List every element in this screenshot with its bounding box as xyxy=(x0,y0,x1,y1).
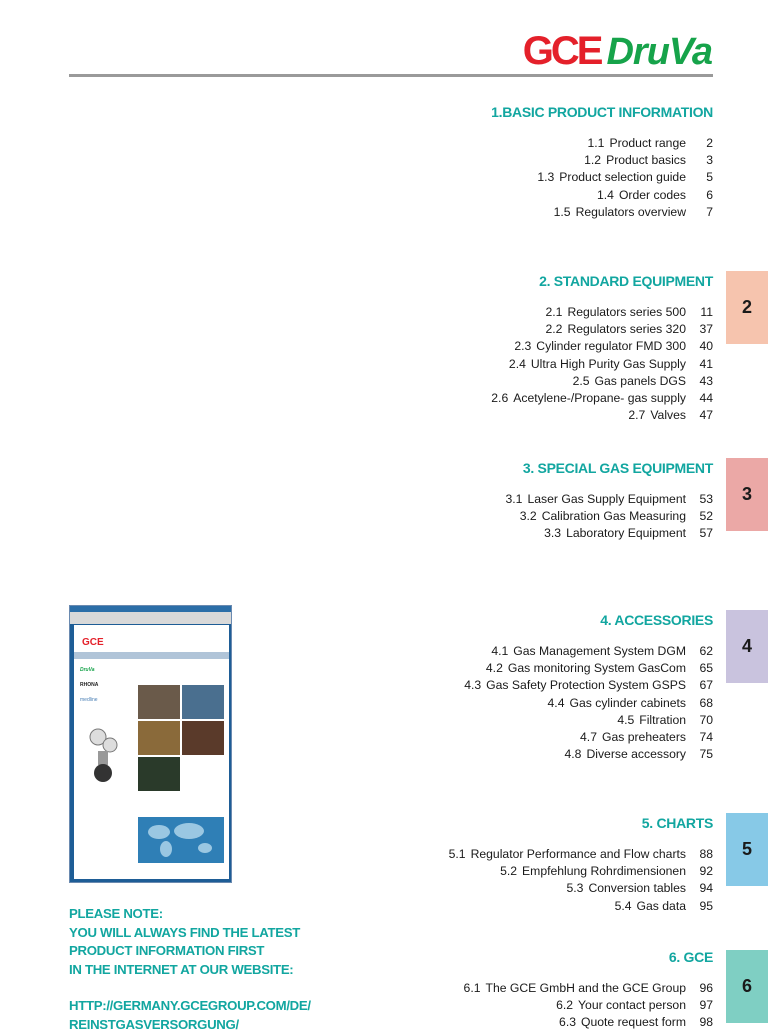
toc-label: Diverse accessory xyxy=(586,746,686,763)
toc-page: 95 xyxy=(686,898,713,915)
toc-number: 4.8 xyxy=(564,746,581,763)
toc-page: 6 xyxy=(686,187,713,204)
world-map xyxy=(138,817,224,863)
toc-entry[interactable] xyxy=(253,508,713,525)
section-title: 1.BASIC PRODUCT INFORMATION xyxy=(253,103,713,121)
toc-label: Your contact person xyxy=(578,997,686,1014)
toc-section-3 xyxy=(253,459,713,543)
toc-number: 3.2 xyxy=(520,508,537,525)
toc-entry[interactable] xyxy=(253,863,713,880)
toc-entry[interactable] xyxy=(253,187,713,204)
website-nav xyxy=(74,652,229,659)
toc-entry[interactable] xyxy=(253,677,713,694)
toc-label: Conversion tables xyxy=(588,880,686,897)
chapter-tab-2[interactable] xyxy=(726,271,768,344)
toc-entry[interactable] xyxy=(253,729,713,746)
toc-label: The GCE GmbH and the GCE Group xyxy=(486,980,687,997)
toc-entry[interactable] xyxy=(253,321,713,338)
chapter-tab-5[interactable] xyxy=(726,813,768,886)
toc-number: 5.1 xyxy=(449,846,466,863)
toc-page: 68 xyxy=(686,695,713,712)
website-screenshot xyxy=(69,605,232,883)
toc-number: 2.1 xyxy=(545,304,562,321)
toc-number: 4.7 xyxy=(580,729,597,746)
chapter-tab-4[interactable] xyxy=(726,610,768,683)
section-title: 6. GCE xyxy=(253,948,713,966)
toc-page: 2 xyxy=(686,135,713,152)
toc-section-5 xyxy=(253,814,713,915)
toc-entry[interactable] xyxy=(253,338,713,355)
brand-rhona: RHONA xyxy=(80,682,130,689)
section-title: 5. CHARTS xyxy=(253,814,713,832)
toc-section-4 xyxy=(253,611,713,763)
product-photo xyxy=(138,721,180,755)
toc-number: 4.4 xyxy=(548,695,565,712)
note-line: PRODUCT INFORMATION FIRST xyxy=(69,942,369,961)
toc-page: 41 xyxy=(686,356,713,373)
toc-label: Cylinder regulator FMD 300 xyxy=(536,338,686,355)
toc-section-2 xyxy=(253,272,713,424)
toc-page: 92 xyxy=(686,863,713,880)
toc-page: 43 xyxy=(686,373,713,390)
toc-page: 11 xyxy=(686,304,713,321)
toc-entry[interactable] xyxy=(253,491,713,508)
toc-label: Order codes xyxy=(619,187,686,204)
note-line: YOU WILL ALWAYS FIND THE LATEST xyxy=(69,924,369,943)
toc-page: 94 xyxy=(686,880,713,897)
toc-entry[interactable] xyxy=(253,356,713,373)
chapter-tab-label: 5 xyxy=(742,839,752,860)
toc-number: 2.7 xyxy=(628,407,645,424)
toc-number: 1.2 xyxy=(584,152,601,169)
chapter-tab-3[interactable] xyxy=(726,458,768,531)
toc-number: 6.3 xyxy=(559,1014,576,1031)
toc-entry[interactable] xyxy=(253,390,713,407)
website-brand-list xyxy=(80,667,130,704)
toc-number: 2.4 xyxy=(509,356,526,373)
gce-druva-logo xyxy=(523,30,712,72)
toc-label: Valves xyxy=(650,407,686,424)
toc-number: 3.1 xyxy=(506,491,523,508)
toc-label: Gas panels DGS xyxy=(595,373,686,390)
header-divider xyxy=(69,74,713,77)
product-photo xyxy=(182,685,224,719)
toc-label: Calibration Gas Measuring xyxy=(542,508,686,525)
toc-label: Product basics xyxy=(606,152,686,169)
toc-number: 4.1 xyxy=(491,643,508,660)
chapter-tab-6[interactable] xyxy=(726,950,768,1023)
toc-entry[interactable] xyxy=(253,304,713,321)
toc-label: Gas preheaters xyxy=(602,729,686,746)
toc-page: 40 xyxy=(686,338,713,355)
toc-label: Laboratory Equipment xyxy=(566,525,686,542)
toc-page: 74 xyxy=(686,729,713,746)
toc-entry[interactable] xyxy=(253,373,713,390)
toc-entry[interactable] xyxy=(253,880,713,897)
toc-page: 67 xyxy=(686,677,713,694)
toc-label: Filtration xyxy=(639,712,686,729)
toc-entry[interactable] xyxy=(253,712,713,729)
toc-number: 5.2 xyxy=(500,863,517,880)
toc-label: Regulators series 320 xyxy=(567,321,686,338)
toc-page: 88 xyxy=(686,846,713,863)
product-photo xyxy=(138,757,180,791)
chapter-tab-label: 2 xyxy=(742,297,752,318)
toc-label: Regulators overview xyxy=(576,204,686,221)
toc-number: 2.2 xyxy=(545,321,562,338)
regulator-image xyxy=(88,725,118,785)
website-logo: GCE xyxy=(82,637,104,648)
toc-page: 44 xyxy=(686,390,713,407)
toc-section-1 xyxy=(253,103,713,221)
section-title: 4. ACCESSORIES xyxy=(253,611,713,629)
toc-label: Regulator Performance and Flow charts xyxy=(471,846,686,863)
toc-number: 1.1 xyxy=(587,135,604,152)
note-line: IN THE INTERNET AT OUR WEBSITE: xyxy=(69,961,369,980)
toc-page: 65 xyxy=(686,660,713,677)
product-photo xyxy=(182,721,224,755)
toc-label: Acetylene-/Propane- gas supply xyxy=(513,390,686,407)
toc-number: 5.4 xyxy=(615,898,632,915)
toc-number: 6.1 xyxy=(464,980,481,997)
toc-entry[interactable] xyxy=(253,204,713,221)
toc-label: Gas Safety Protection System GSPS xyxy=(486,677,686,694)
toc-page: 62 xyxy=(686,643,713,660)
toc-entry[interactable] xyxy=(253,135,713,152)
toc-number: 2.5 xyxy=(573,373,590,390)
toc-entry[interactable] xyxy=(253,643,713,660)
note-line: PLEASE NOTE: xyxy=(69,905,369,924)
logo-druva-text: DruVa xyxy=(606,31,712,73)
toc-page: 98 xyxy=(686,1014,713,1031)
toc-label: Quote request form xyxy=(581,1014,686,1031)
chapter-tab-label: 3 xyxy=(742,484,752,505)
logo-gce-text: GCE xyxy=(523,30,601,72)
toc-label: Product range xyxy=(609,135,686,152)
toc-number: 3.3 xyxy=(544,525,561,542)
toc-entry[interactable] xyxy=(253,152,713,169)
toc-entry[interactable] xyxy=(253,169,713,186)
website-url[interactable]: HTTP://GERMANY.GCEGROUP.COM/DE/ xyxy=(69,997,369,1016)
toc-page: 7 xyxy=(686,204,713,221)
toc-entry[interactable] xyxy=(253,746,713,763)
toc-entry[interactable] xyxy=(253,525,713,542)
toc-page: 47 xyxy=(686,407,713,424)
toc-entry[interactable] xyxy=(253,846,713,863)
brand-medline: medline xyxy=(80,697,130,704)
toc-label: Regulators series 500 xyxy=(567,304,686,321)
chapter-tab-label: 6 xyxy=(742,976,752,997)
browser-toolbar xyxy=(70,612,231,624)
product-photo xyxy=(138,685,180,719)
toc-number: 5.3 xyxy=(566,880,583,897)
toc-number: 4.3 xyxy=(464,677,481,694)
toc-number: 1.4 xyxy=(597,187,614,204)
chapter-tab-label: 4 xyxy=(742,636,752,657)
toc-page: 37 xyxy=(686,321,713,338)
toc-number: 6.2 xyxy=(556,997,573,1014)
toc-label: Empfehlung Rohrdimensionen xyxy=(522,863,686,880)
toc-label: Gas monitoring System GasCom xyxy=(508,660,686,677)
toc-number: 4.2 xyxy=(486,660,503,677)
toc-label: Gas data xyxy=(637,898,686,915)
brand-druva: DruVa xyxy=(80,667,130,674)
website-url-continued[interactable]: REINSTGASVERSORGUNG/ xyxy=(69,1016,369,1034)
section-title: 2. STANDARD EQUIPMENT xyxy=(253,272,713,290)
toc-entry[interactable] xyxy=(253,660,713,677)
toc-page: 52 xyxy=(686,508,713,525)
toc-label: Ultra High Purity Gas Supply xyxy=(531,356,686,373)
toc-number: 4.5 xyxy=(617,712,634,729)
toc-page: 75 xyxy=(686,746,713,763)
toc-page: 53 xyxy=(686,491,713,508)
toc-number: 2.6 xyxy=(491,390,508,407)
toc-page: 70 xyxy=(686,712,713,729)
toc-page: 96 xyxy=(686,980,713,997)
website-note xyxy=(69,905,369,1034)
section-title: 3. SPECIAL GAS EQUIPMENT xyxy=(253,459,713,477)
toc-number: 2.3 xyxy=(514,338,531,355)
toc-page: 57 xyxy=(686,525,713,542)
toc-label: Gas Management System DGM xyxy=(513,643,686,660)
toc-page: 97 xyxy=(686,997,713,1014)
website-page xyxy=(74,625,229,879)
toc-page: 5 xyxy=(686,169,713,186)
toc-entry[interactable] xyxy=(253,407,713,424)
toc-entry[interactable] xyxy=(253,695,713,712)
toc-page: 3 xyxy=(686,152,713,169)
toc-number: 1.3 xyxy=(537,169,554,186)
toc-label: Gas cylinder cabinets xyxy=(569,695,686,712)
toc-number: 1.5 xyxy=(554,204,571,221)
toc-label: Product selection guide xyxy=(559,169,686,186)
toc-label: Laser Gas Supply Equipment xyxy=(527,491,686,508)
